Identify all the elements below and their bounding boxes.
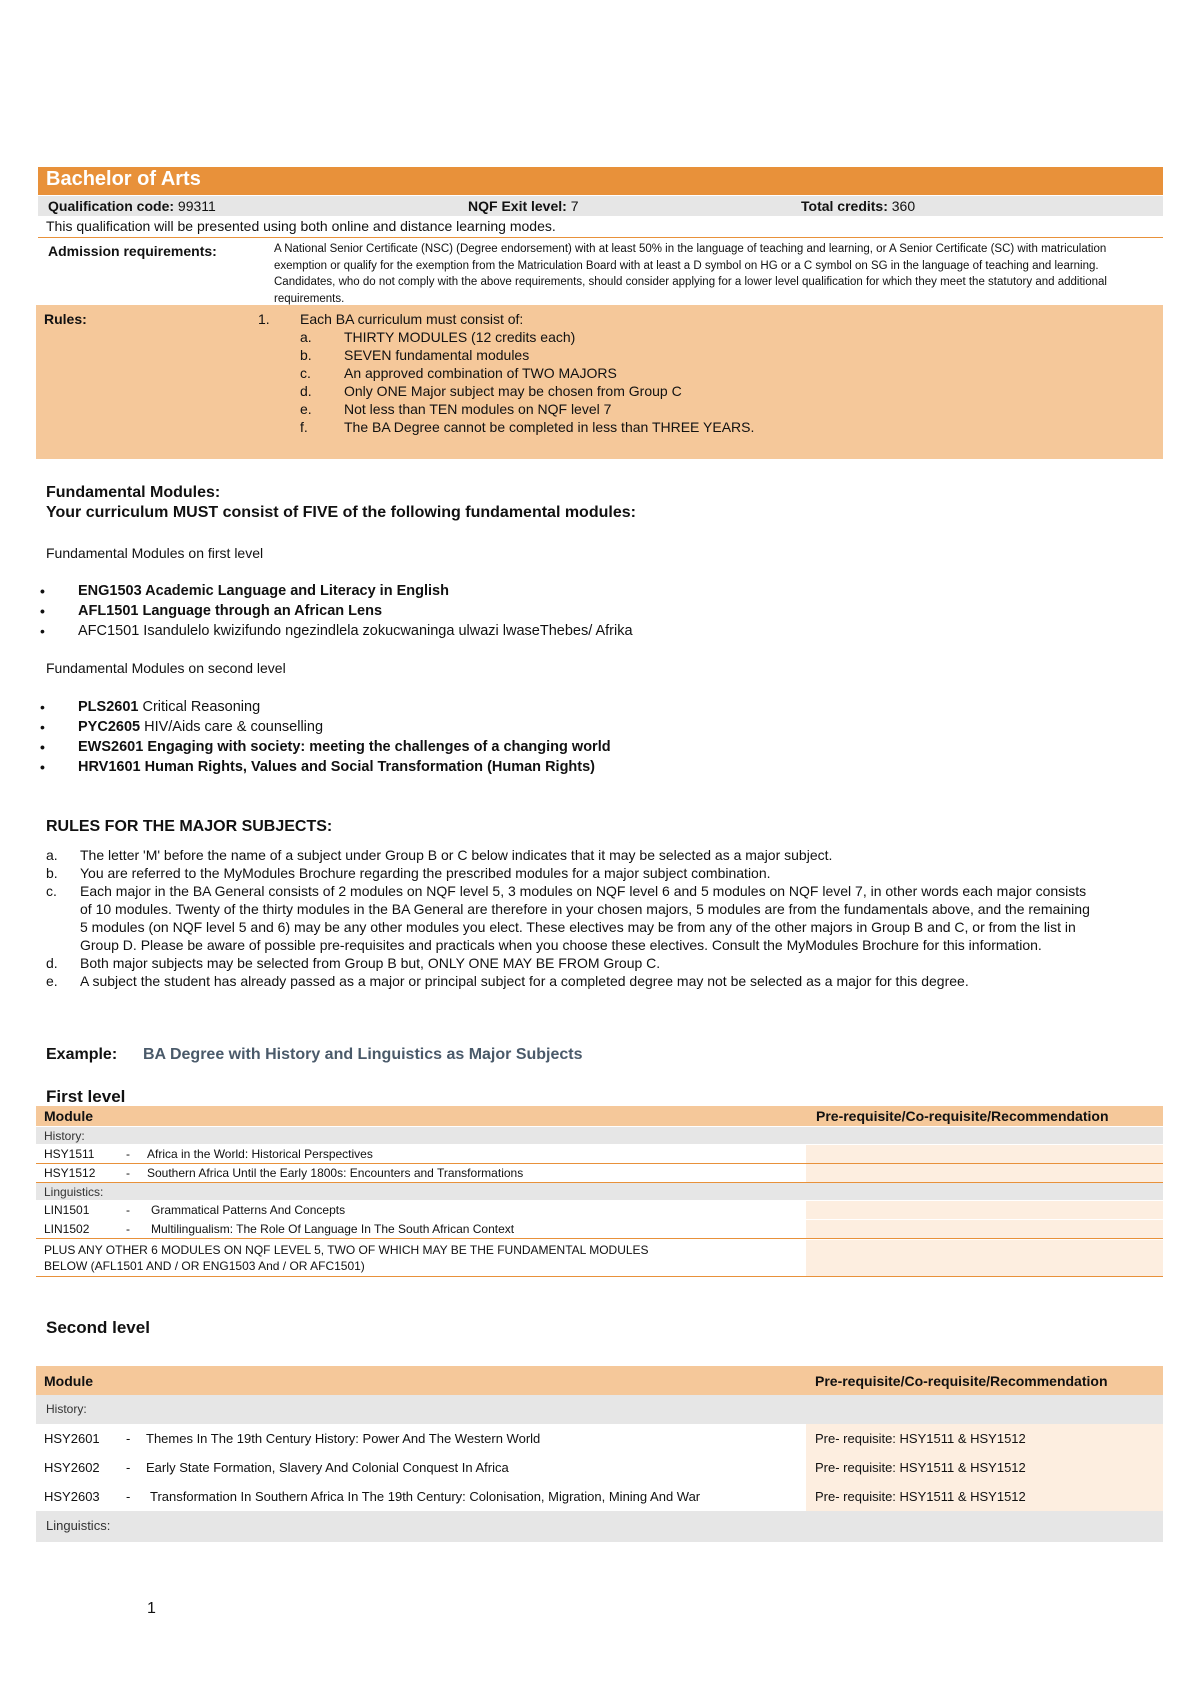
module-code: HSY2601 [44,1431,100,1446]
second-level-fundamentals-label: Fundamental Modules on second level [46,660,286,676]
group-row-linguistics [36,1183,1163,1200]
list-item: e. A subject the student has already passed as a major or principal subject for a completed degree may not be selected as a major for this degree. [46,973,969,989]
module-code: HSY2602 [44,1460,100,1475]
table-row [36,1482,1163,1511]
first-level-fundamentals-label: Fundamental Modules on first level [46,545,264,561]
example-title: BA Degree with History and Linguistics as Major Subjects [143,1046,583,1063]
first-level-heading: First level [46,1087,126,1106]
second-level-table [36,1366,1163,1548]
group-label: Linguistics: [44,1185,104,1199]
group-row-linguistics [36,1511,1163,1542]
table-row [36,1145,1163,1164]
prereq-text: Pre- requisite: HSY1511 & HSY1512 [815,1431,1026,1446]
table-row [36,1453,1163,1482]
prereq-text: Pre- requisite: HSY1511 & HSY1512 [815,1460,1026,1475]
dash: - [126,1431,131,1446]
group-label: Linguistics: [46,1518,111,1533]
list-item: • PLS2601 Critical Reasoning [78,699,260,715]
admission-label: Admission requirements: [48,243,217,259]
list-item: d. Both major subjects may be selected from Group B but, ONLY ONE MAY BE FROM Group C. [46,955,661,971]
presentation-note: This qualification will be presented using both online and distance learning modes. [46,218,556,234]
nqf-exit-level: NQF Exit level: 7 [468,198,579,214]
group-label: History: [44,1129,85,1143]
page-number: 1 [147,1600,156,1617]
prereq-cell [806,1220,1163,1238]
module-code: HSY1511 [44,1147,95,1161]
module-name: Africa in the World: Historical Perspectives [147,1147,373,1161]
list-item: c. Each major in the BA General consists of 2 modules on NQF level 5, 3 modules on NQF level 6 and 5 modules on NQF level 7, in other words each major consists of 10 modules. Twenty of the thirty modules in the BA General are therefore in your chosen majors, 5 modules are from the fundamentals above, and the remaining 5 modules (on NQF level 5 and 6) may be any other modules you elect. These electives may be from any of the other majors in Group B and C, or from the list in Group D. Please be aware of possible pre-requisites and practicals when you choose these electives. Consult the MyModules Brochure for this information. [46,883,1090,953]
dash: - [126,1222,130,1236]
module-code: HSY1512 [44,1166,96,1180]
table-row [36,1240,1163,1277]
module-name: Themes In The 19th Century History: Power And The Western World [146,1431,541,1446]
major-rules-list [8,846,1128,990]
table-row [36,1424,1163,1453]
table-row [36,1201,1163,1219]
table-header [36,1106,1163,1126]
fundamentals-heading: Fundamental Modules: [46,484,221,501]
second-level-heading: Second level [46,1318,150,1337]
prereq-column-header: Pre-requisite/Co-requisite/Recommendation [815,1373,1108,1389]
total-credits: Total credits: 360 [801,198,916,214]
prereq-cell [806,1240,1163,1276]
dash: - [126,1203,130,1217]
module-code: HSY2603 [44,1489,100,1504]
rules-label: Rules: [44,311,87,327]
group-row-history [36,1395,1163,1424]
qualification-info-row [38,196,1163,216]
prereq-text: Pre- requisite: HSY1511 & HSY1512 [815,1489,1026,1504]
list-item: a. The letter 'M' before the name of a subject under Group B or C below indicates that it may be selected as a major subject. [46,847,833,863]
list-item: • HRV1601 Human Rights, Values and Social Transformation (Human Rights) [78,759,595,775]
admission-requirements [38,240,1163,304]
major-rules-heading: RULES FOR THE MAJOR SUBJECTS: [46,818,333,835]
table-header [36,1366,1163,1395]
module-column-header: Module [44,1108,93,1124]
group-row-history [36,1127,1163,1144]
table-row [36,1220,1163,1239]
list-item: • PYC2605 HIV/Aids care & counselling [78,719,323,735]
divider [38,237,1163,238]
fundamentals-subheading: Your curriculum MUST consist of FIVE of the following fundamental modules: [46,504,636,521]
admission-text: A National Senior Certificate (NSC) (Degree endorsement) with at least 50% in the language of teaching and learning, or A Senior Certificate (SC) with matriculation exemption or qualify for the exemption from the Matriculation Board with at least a D symbol on HG or a C symbol on SG in the language of teaching and learning. Candidates, who do not comply with the above requirements, should consider applying for a lower level qualification for which they meet the statutory and additional requirements. [274,243,1107,305]
first-level-table [36,1106,1163,1284]
module-name: Southern Africa Until the Early 1800s: Encounters and Transformations [147,1166,524,1180]
module-name: Early State Formation, Slavery And Colonial Conquest In Africa [146,1460,509,1475]
rules-heading: Each BA curriculum must consist of: [300,311,524,327]
list-item: • EWS2601 Engaging with society: meeting the challenges of a changing world [78,739,611,755]
dash: - [126,1460,131,1475]
list-item: b. You are referred to the MyModules Brochure regarding the prescribed modules for a major subject combination. [46,865,771,881]
list-item: • ENG1503 Academic Language and Literacy in English [78,583,449,599]
prereq-cell [806,1201,1163,1219]
module-column-header: Module [44,1373,93,1389]
title-bar [38,167,1163,195]
dash: - [126,1166,130,1180]
list-item: • AFL1501 Language through an African Lens [78,603,382,619]
rules-box: Rules: 1. Each BA curriculum must consist of: a. THIRTY MODULES (12 credits each) b. SEVEN fundamental modules c. An approved combination of TWO MAJORS d. Only ONE Major subject may be chosen from Group C e. Not less than TEN modules on NQF level 7 f. The BA Degree cannot be completed in less than THREE YEARS. [36,305,1163,459]
module-name: Grammatical Patterns And Concepts [151,1203,346,1217]
qualification-code: Qualification code: 99311 [48,198,216,214]
example-label: Example: [46,1046,118,1063]
table-row [36,1164,1163,1183]
module-name: Transformation In Southern Africa In The 19th Century: Colonisation, Migration, Mining And War [150,1489,701,1504]
module-code: LIN1502 [44,1222,90,1236]
page-title: Bachelor of Arts [46,168,201,190]
module-name: Multilingualism: The Role Of Language In The South African Context [151,1222,515,1236]
module-code: LIN1501 [44,1203,90,1217]
prereq-cell [806,1145,1163,1163]
rules-number: 1. [258,311,270,327]
dash: - [126,1489,131,1504]
dash: - [126,1147,130,1161]
group-label: History: [46,1402,87,1416]
list-item: • AFC1501 Isandulelo kwizifundo ngezindlela zokucwaninga ulwazi lwaseThebes/ Afrika [78,623,633,639]
plus-note: PLUS ANY OTHER 6 MODULES ON NQF LEVEL 5, TWO OF WHICH MAY BE THE FUNDAMENTAL MODULES BELOW (AFL1501 AND / OR ENG1503 And / OR AFC1501) [44,1243,649,1273]
prereq-cell [806,1164,1163,1182]
prereq-column-header: Pre-requisite/Co-requisite/Recommendation [816,1108,1109,1124]
